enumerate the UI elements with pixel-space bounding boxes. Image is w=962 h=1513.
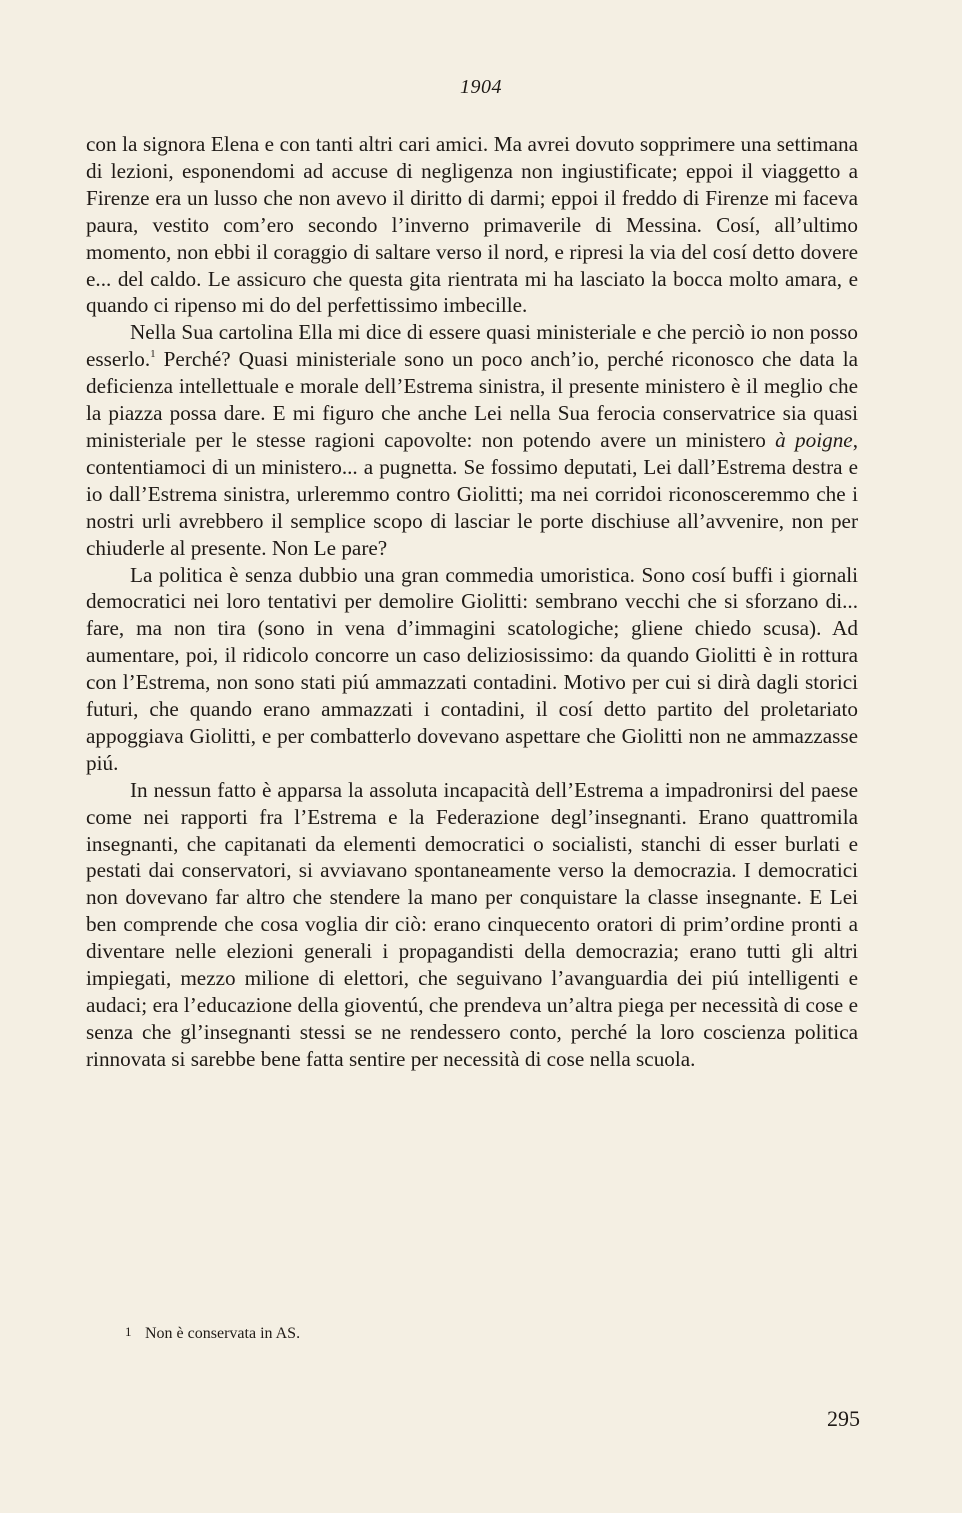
body-text — [86, 131, 858, 1073]
italic-text: à poigne — [775, 427, 853, 452]
paragraph — [86, 131, 858, 319]
paragraph-text: Perché? Quasi ministeriale sono un poco anch’io, perché riconosco che data la deficienza intellettuale e morale dell’Estrema sinistra, il presente ministero è il meglio che la piazza possa dare. E mi figuro che anche Lei nella Sua ferocia conservatrice sia quasi ministeriale per le stesse ragioni capovolte: non potendo avere un ministero — [86, 347, 858, 452]
paragraph-text: In nessun fatto è apparsa la assoluta incapacità dell’Estrema a impadronirsi del paese come nei rapporti fra l’Estrema e la Federazione degl’insegnanti. Erano quattromila insegnanti, che capitanati da elementi democratici o socialisti, stanchi di esser burlati e pestati dai conservatori, si avviavano spontaneamente verso la democrazia. I democratici non dovevano far altro che stendere la mano per conquistare la classe insegnante. E Lei ben comprende che cosa voglia dir ciò: erano cinquecento oratori di prim’ordine pronti a diventare nelle elezioni generali i propagandisti della democrazia; erano tutti gli altri impiegati, mezzo milione di elettori, che seguivano l’avanguardia dei piú intelligenti e audaci; era l’educazione della gioventú, che prendeva un’altra piega per necessità di cose e senza che gl’insegnanti stessi se ne rendessero conto, perché la loro coscienza politica rinnovata si sarebbe bene fatta sentire per necessità di cose nella scuola. — [86, 777, 858, 1071]
paragraph-text: La politica è senza dubbio una gran commedia umoristica. Sono cosí buffi i giornali democratici nei loro tentativi per demolire Giolitti: sembrano vecchi che si sforzano di... fare, ma non tira (sono in vena d’immagini scatologiche; gliene chiedo scusa). Ad aumentare, poi, il ridicolo concorre un caso deliziosissimo: da quando Giolitti è in rottura con l’Estrema, non sono stati piú ammazzati contadini. Motivo per cui si dirà dagli storici futuri, che quando erano ammazzati i contadini, il cosí detto partito del proletariato appoggiava Giolitti, e per combatterlo dovevano aspettare che Giolitti non ne ammazzasse piú. — [86, 562, 858, 775]
paragraph-text: con la signora Elena e con tanti altri cari amici. Ma avrei dovuto sopprimere una settimana di lezioni, esponendomi ad accuse di negligenza non ingiustificate; eppoi il viaggetto a Firenze era un lusso che non avevo il diritto di darmi; eppoi il freddo di Firenze mi faceva paura, vestito com’ero secondo l’inverno primaverile di Messina. Cosí, all’ultimo momento, non ebbi il coraggio di saltare verso il nord, e ripresi la via del cosí detto dovere e... del caldo. Le assicuro che questa gita rientrata mi ha lasciato la bocca molto amara, e quando ci ripenso mi do del perfettissimo imbecille. — [86, 132, 858, 318]
footnote-marker: 1 — [125, 1324, 132, 1339]
paragraph-text: Nella Sua cartolina Ella mi dice di essere quasi ministeriale e che perciò io non posso esserlo. — [86, 320, 858, 372]
footnote-reference: 1 — [150, 348, 156, 361]
paragraph — [86, 777, 858, 1073]
page-number: 295 — [827, 1406, 860, 1431]
paragraph — [86, 562, 858, 777]
footnote-text: Non è conservata in AS. — [145, 1325, 301, 1342]
paragraph-text: , contentiamoci di un ministero... a pugnetta. Se fossimo deputati, Lei dall’Estrema destra e io dall’Estrema sinistra, urleremmo contro Giolitti; ma nei corridoi riconosceremmo che i nostri urli avrebbero il semplice scopo di lasciar le porte dischiuse all’avvenire, non per chiuderle al presente. Non Le pare? — [86, 427, 858, 560]
paragraph — [86, 319, 858, 561]
footnote — [125, 1321, 825, 1345]
running-title: 1904 — [460, 76, 502, 98]
